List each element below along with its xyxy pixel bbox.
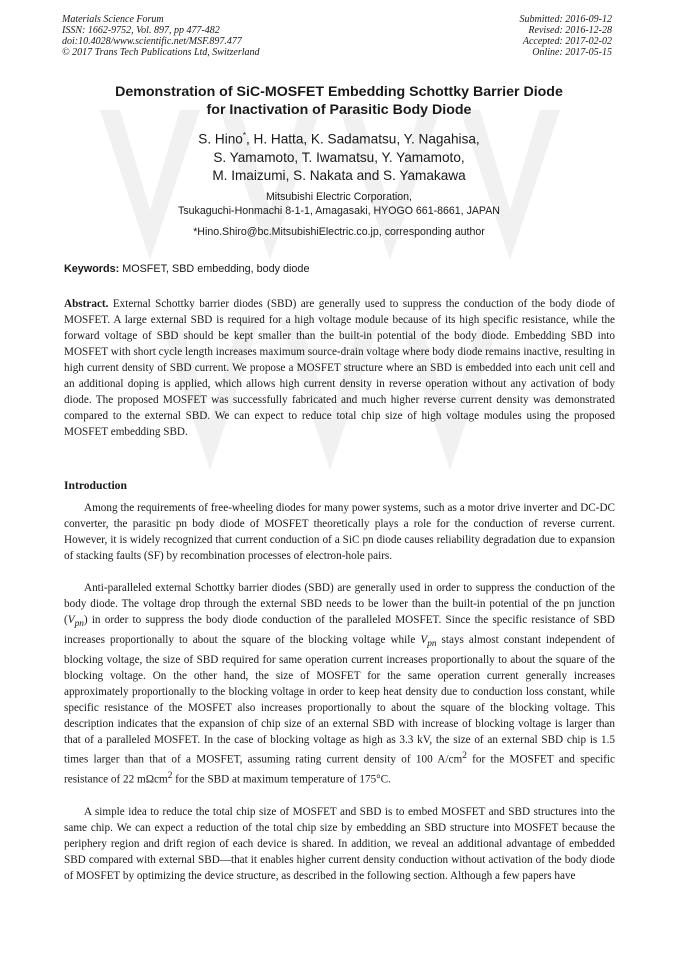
keywords-text: MOSFET, SBD embedding, body diode <box>119 263 310 275</box>
vpn-symbol-2 <box>420 634 437 650</box>
publication-dates <box>520 14 613 58</box>
corresponding-email: *Hino.Shiro@bc.MitsubishiElectric.co.jp, corresponding author <box>193 226 485 238</box>
authors-line-1 <box>40 127 638 149</box>
author-list <box>40 127 638 185</box>
keywords <box>64 262 624 276</box>
affiliation-line-1: Mitsubishi Electric Corporation, <box>265 191 412 203</box>
paper-title <box>40 83 638 119</box>
authors-line-2: S. Yamamoto, T. Iwamatsu, Y. Yamamoto, <box>213 149 465 165</box>
online-date: Online: 2017-05-15 <box>532 47 612 58</box>
title-line-2: for Inactivation of Parasitic Body Diode <box>206 102 472 118</box>
vpn-sub: pn <box>74 619 84 630</box>
intro-p2-part-d: for the MOSFET and specific resistance of 22 mΩcm <box>64 754 615 786</box>
abstract-label: Abstract. <box>64 298 109 310</box>
copyright: © 2017 Trans Tech Publications Ltd, Switzerland <box>62 47 260 58</box>
intro-paragraph-1: Among the requirements of free-wheeling diodes for many power systems, such as a motor drive inverter and DC-DC converter, the parasitic pn body diode of MOSFET theoretically plays a role for the conduction of reverse current. However, it is widely recognized that current conduction of a SiC pn diode causes reliability degradation due to expansion of stacking faults (SF) by recombination processes of electron-hole pairs. <box>64 502 615 562</box>
title-line-1: Demonstration of SiC-MOSFET Embedding Schottky Barrier Diode <box>115 84 563 100</box>
cm-squared-exponent: 2 <box>462 751 467 762</box>
journal-name: Materials Science Forum <box>62 14 164 25</box>
first-author: S. Hino <box>198 131 243 147</box>
section-heading-introduction: Introduction <box>64 479 127 492</box>
journal-info <box>62 14 260 58</box>
vpn-symbol <box>67 614 84 630</box>
abstract <box>64 296 615 440</box>
intro-p2-part-b: ) in order to suppress the body diode conduction of the paralleled MOSFET. Since the specific resistance of SBD increases proportionally to about the square of the blocking voltage while <box>64 614 615 647</box>
issn: ISSN: 1662-9752, Vol. 897, pp 477-482 <box>62 25 220 36</box>
doi: doi:10.4028/www.scientific.net/MSF.897.477 <box>62 36 242 47</box>
accepted-date: Accepted: 2017-02-02 <box>522 36 612 47</box>
intro-paragraph-2 <box>64 580 615 788</box>
intro-p2-part-e: for the SBD at maximum temperature of 175°C. <box>172 773 391 786</box>
intro-paragraph-3: A simple idea to reduce the total chip size of MOSFET and SBD is to embed MOSFET and SBD structures into the same chip. We can expect a reduction of the total chip size by embedding an SBD structure into MOSFET because the periphery region and drift region of each device is shared. In addition, we reveal an additional advantage of embedded SBD compared with external SBD—that it enables higher current density conduction without activation of the body diode of MOSFET by optimizing the device structure, as described in the following section. Although a few papers have <box>64 806 615 882</box>
authors-line-3: M. Imaizumi, S. Nakata and S. Yamakawa <box>212 167 466 183</box>
keywords-label: Keywords: <box>64 263 120 275</box>
abstract-text: External Schottky barrier diodes (SBD) are generally used to suppress the conduction of the body diode of MOSFET. A large external SBD is required for a high voltage module because of its high specific resistance, while the forward voltage of SBD should be kept smaller than the built-in potential of the body diode. Embedding SBD into MOSFET with short cycle length increases maximum source-drain voltage where body diode remains inactive, resulting in high current density of SBD current. We propose a MOSFET structure where an SBD is embedded into each unit cell and an additional doping is applied, which allows high current density in reverse operation without any activation of body diode. The proposed MOSFET was successfully fabricated and much higher reverse current density was demonstrated compared to the external SBD. We can expect to reduce total chip size of high voltage modules using the proposed MOSFET embedding SBD. <box>64 298 615 438</box>
vpn-sub-2: pn <box>427 639 437 650</box>
submitted-date: Submitted: 2016-09-12 <box>519 14 612 25</box>
revised-date: Revised: 2016-12-28 <box>528 25 612 36</box>
corresponding-mark: * <box>242 131 246 140</box>
vpn-v: V <box>67 614 75 626</box>
cm-squared-exponent-2: 2 <box>167 771 173 782</box>
vpn-v-2: V <box>420 634 428 647</box>
authors-line-1-rest: , H. Hatta, K. Sadamatsu, Y. Nagahisa, <box>245 131 480 147</box>
intro-p2-part-a: Anti-paralleled external Schottky barrier diodes (SBD) are generally used in order to suppress the conduction of the body diode. The voltage drop through the external SBD needs to be lower than the built-in potential of the pn junction ( <box>64 582 615 626</box>
affiliation <box>40 190 638 218</box>
affiliation-line-2: Tsukaguchi-Honmachi 8-1-1, Amagasaki, HYOGO 661-8661, JAPAN <box>178 205 500 217</box>
intro-p2-part-c: stays almost constant independent of blocking voltage, the size of SBD required for same operation current increases proportionally to about the square of the blocking voltage. On the other hand, the size of MOSFET for the same operation current generally increases approximately proportionally to the blocking voltage in order to keep heat density due to conduction loss constant, while specific resistance of the MOSFET also increases proportionally to about the square of the blocking voltage. This description indicates that the expansion of chip size of an external SBD with increase of blocking voltage is larger than that of a paralleled MOSFET. In the case of blocking voltage as high as 3.3 kV, the size of an external SBD chip is 1.5 times larger than that of a MOSFET, assuming rating current density of 100 A/cm <box>64 634 615 767</box>
